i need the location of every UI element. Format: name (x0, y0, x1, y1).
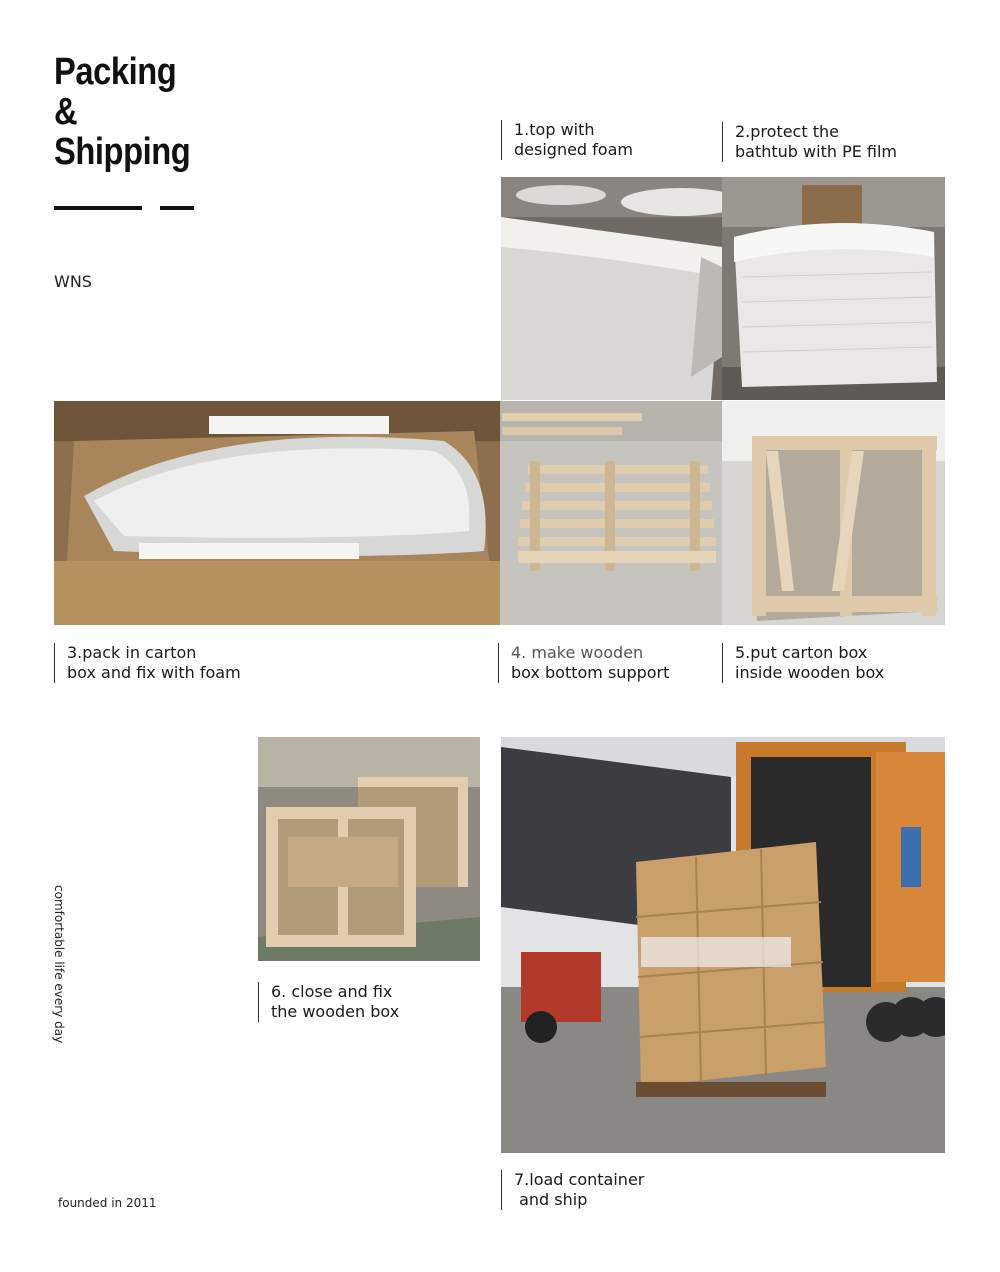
wooden-pallet-photo (500, 401, 722, 625)
step-1-line1: 1.top with (514, 120, 595, 139)
wooden-crate-photo (722, 401, 945, 625)
title-rule-short (160, 206, 194, 210)
step-7-line1: 7.load container (514, 1170, 645, 1189)
title-line-packing: Packing (54, 51, 177, 93)
step-2-caption (722, 122, 897, 162)
step-3-line2: box and fix with foam (67, 663, 241, 682)
step-6-line1: 6. close and fix (271, 982, 393, 1001)
bathtub-pe-film-photo (722, 177, 945, 400)
container-loading-photo (501, 737, 945, 1153)
step-3-caption (54, 643, 241, 683)
step-1-line2: designed foam (514, 140, 633, 159)
step-2-line2: bathtub with PE film (735, 142, 898, 161)
bathtub-foam-photo (501, 177, 722, 400)
step-7-caption (501, 1170, 644, 1210)
title-line-shipping: Shipping (54, 131, 191, 173)
step-3-line1: 3.pack in carton (67, 643, 197, 662)
brand-name: WNS (54, 272, 92, 291)
carton-box-photo (54, 401, 500, 625)
tagline-vertical: comfortable life every day (52, 885, 66, 1044)
step-6-line2: the wooden box (271, 1002, 400, 1021)
step-5-caption (722, 643, 884, 683)
step-4-line1: 4. make wooden (511, 643, 644, 662)
step-4-caption (498, 643, 669, 683)
step-2-line1: 2.protect the (735, 122, 839, 141)
closed-crates-photo (258, 737, 480, 961)
step-7-line2: and ship (514, 1190, 588, 1209)
title-line-ampersand: & (54, 91, 78, 133)
step-6-caption (258, 982, 399, 1022)
step-4-line2: box bottom support (511, 663, 670, 682)
founded-year: founded in 2011 (58, 1196, 157, 1210)
step-1-caption (501, 120, 633, 160)
page-title (54, 52, 190, 172)
step-5-line2: inside wooden box (735, 663, 885, 682)
step-5-line1: 5.put carton box (735, 643, 868, 662)
title-rule-long (54, 206, 142, 210)
